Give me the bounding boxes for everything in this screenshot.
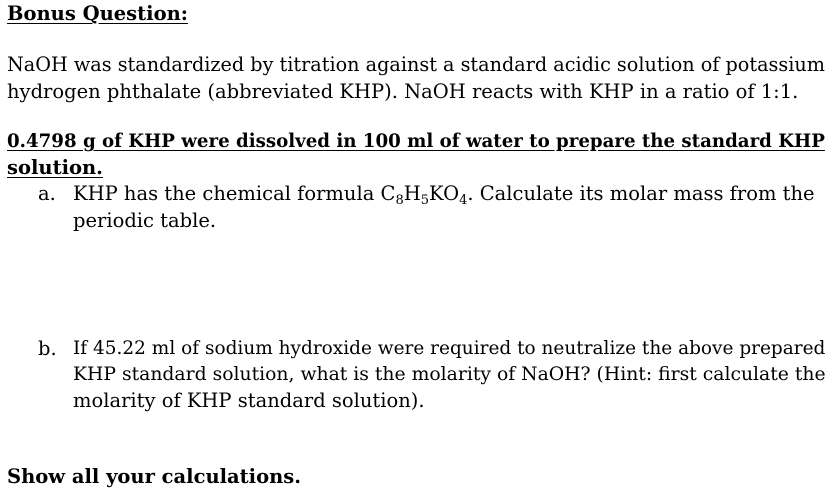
part-a-line-2: periodic table. [73, 209, 217, 232]
part-a-marker: a. [38, 182, 56, 205]
formula-ko: KO [429, 182, 460, 205]
part-b-line-1: If 45.22 ml of sodium hydroxide were required to neutralize the above prepared [73, 338, 826, 359]
footer-instruction: Show all your calculations. [7, 465, 302, 488]
formula-c-subscript: 8 [395, 193, 404, 208]
part-a-text-pre: KHP has the chemical formula C [73, 182, 396, 205]
formula-o-subscript: 4 [459, 193, 468, 208]
part-a-text-post: . Calculate its molar mass from the [467, 182, 815, 205]
formula-h: H [403, 182, 421, 205]
given-line-2: solution. [7, 156, 103, 179]
question-heading: Bonus Question: [7, 2, 188, 25]
formula-h-subscript: 5 [420, 193, 430, 208]
intro-line-1: NaOH was standardized by titration against a standard acidic solution of potassium [7, 53, 825, 76]
part-b-marker: b. [38, 337, 57, 360]
part-b-line-3: molarity of KHP standard solution). [73, 389, 425, 412]
part-b-line-2: KHP standard solution, what is the molarity of NaOH? (Hint: first calculate the [73, 364, 826, 385]
given-line-1: 0.4798 g of KHP were dissolved in 100 ml of water to prepare the standard KHP [7, 131, 825, 152]
intro-line-2: hydrogen phthalate (abbreviated KHP). NaOH reacts with KHP in a ratio of 1:1. [7, 80, 799, 103]
